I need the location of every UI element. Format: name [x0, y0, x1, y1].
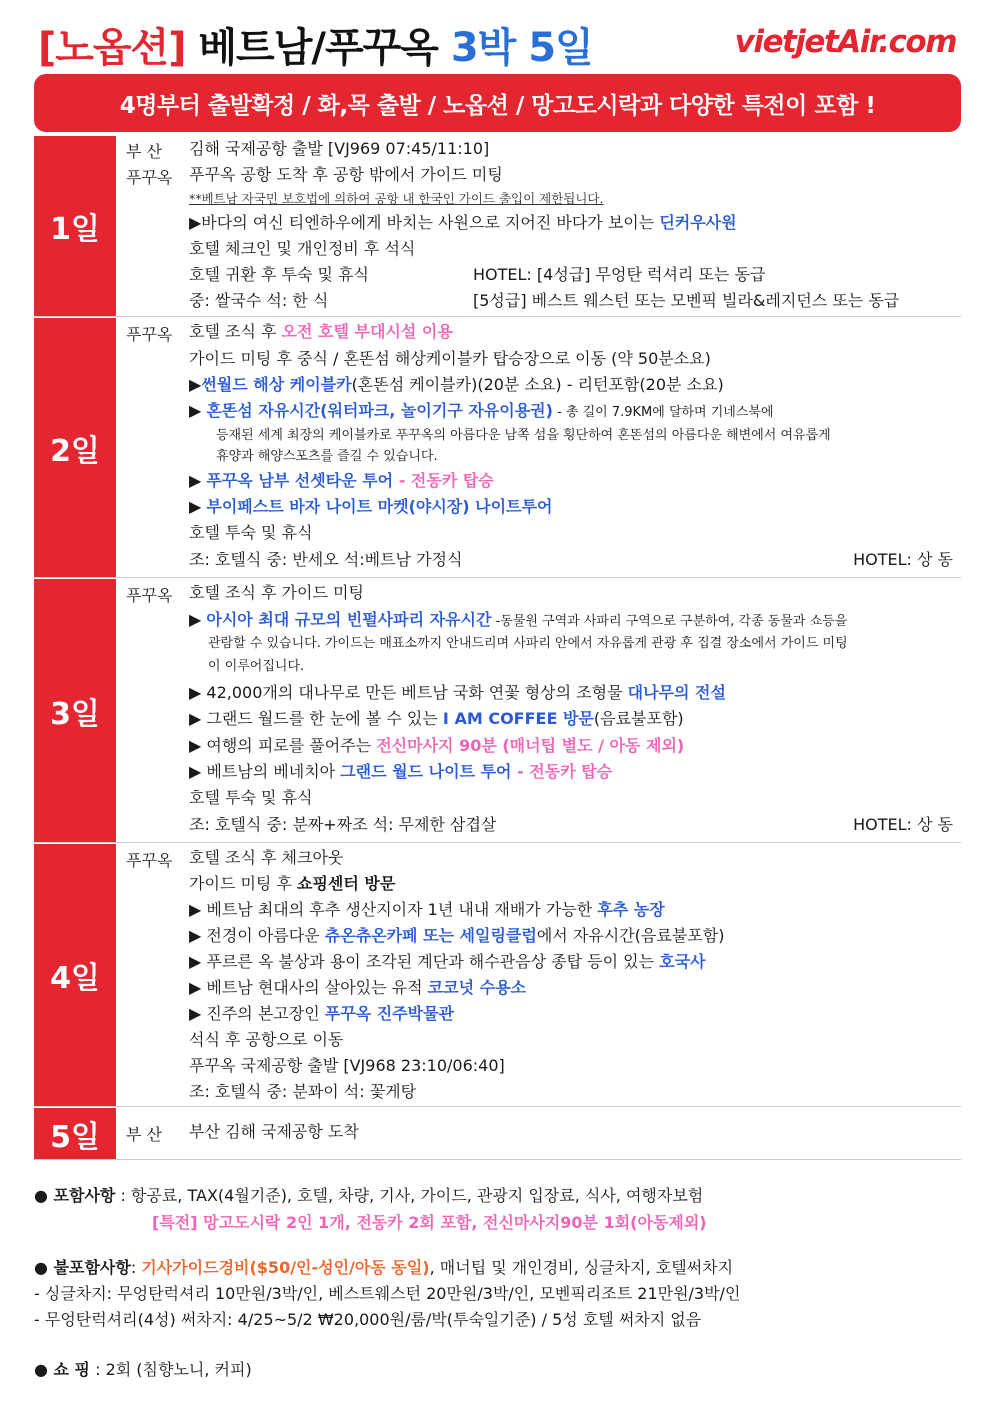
highlight-spot: 코코넛 수용소 [427, 978, 526, 997]
meals: 조: 호텔식 중: 반세오 석:베트남 가정식 [189, 550, 463, 569]
highlight-activity: - 전동카 탑승 [511, 762, 613, 781]
text: (음료불포함) [593, 709, 684, 728]
text: , 매너팁 및 개인경비, 싱글차지, 호텔써차지 [429, 1258, 734, 1277]
highlight-spot: 썬월드 해상 케이블카 [201, 375, 352, 394]
duration: 3박 5일 [450, 25, 593, 71]
highlight-spot: I AM COFFEE 방문 [442, 709, 594, 728]
itinerary-line: 푸꾸옥 국제공항 출발 [VJ968 23:10/06:40] [189, 1056, 505, 1075]
location: 푸꾸옥 [126, 586, 173, 605]
hotel-info: HOTEL: 상 동 [853, 815, 953, 834]
text: ▶ [189, 401, 207, 420]
inclusions [34, 1183, 703, 1206]
day-5-section [34, 1108, 961, 1160]
option-tag: [노옵션] [38, 25, 186, 71]
itinerary-line: 호텔 체크인 및 개인정비 후 석식 [189, 239, 416, 258]
page-title [38, 16, 593, 73]
itinerary-line [189, 213, 737, 233]
itinerary-line: 석식 후 공항으로 이동 [189, 1030, 344, 1049]
highlight-spot: 딘커우사원 [659, 213, 737, 232]
inclusions-title: ● 포함사항 [34, 1186, 116, 1205]
highlight-spot: 츄온츄온카페 또는 세일링클럽 [324, 926, 537, 945]
hotel-info: [5성급] 베스트 웨스턴 또는 모벤픽 빌라&레지던스 또는 동급 [473, 291, 900, 310]
text: ▶ 푸르른 옥 불상과 용이 조각된 계단과 해수관음상 종탑 등이 있는 [189, 952, 660, 971]
highlight-spot: 혼똔섬 자유시간(워터파크, 놀이기구 자유이용권) [206, 401, 553, 420]
itinerary-line: 김해 국제공항 출발 [VJ969 07:45/11:10] [189, 139, 490, 158]
itinerary-line: 호텔 투숙 및 휴식 [189, 788, 313, 807]
text: 가이드 미팅 후 [189, 874, 297, 893]
itinerary-line: 호텔 조식 후 체크아웃 [189, 848, 344, 867]
itinerary-line [189, 952, 705, 972]
highlight-spot: 호국사 [659, 952, 706, 971]
location: 부 산 [126, 142, 162, 161]
highlight-banner: 4명부터 출발확정 / 화,목 출발 / 노옵션 / 망고도시락과 다양한 특전이 포함 ! [34, 74, 961, 132]
hotel-info: HOTEL: [4성급] 무엉탄 럭셔리 또는 동급 [473, 265, 766, 284]
text: : [130, 1258, 142, 1277]
text: -동물원 구역과 사파리 구역으로 구분하여, 각종 동물과 쇼등을 [491, 614, 848, 629]
day-4-section [34, 844, 961, 1107]
itinerary-line [189, 709, 684, 729]
highlight-spot: 후추 농장 [597, 900, 665, 919]
itinerary-line: 가이드 미팅 후 중식 / 혼똔섬 해상케이블카 탑승장으로 이동 (약 50분소요) [189, 349, 711, 368]
text: ▶ 베트남의 베네치아 [189, 762, 341, 781]
shopping [34, 1357, 252, 1380]
location: 푸꾸옥 [126, 168, 173, 187]
description: 등재된 세계 최장의 케이블카로 푸꾸옥의 아름다운 남쪽 섬을 횡단하여 혼똔섬의 아름다운 해변에서 여유롭게 [216, 428, 831, 443]
day-2-label: 2일 [34, 318, 116, 577]
itinerary-line [189, 736, 684, 756]
itinerary-line: 부산 김해 국제공항 도착 [189, 1122, 359, 1141]
text: ▶ [189, 610, 207, 629]
highlight-spot: 부이페스트 바자 나이트 마켓(야시장) 나이트투어 [206, 497, 553, 516]
itinerary-line: 푸꾸옥 공항 도착 후 공항 밖에서 가이드 미팅 [189, 165, 503, 184]
text: (혼똔섬 케이블카)(20분 소요) - 리턴포함(20분 소요) [351, 375, 724, 394]
description: 관람할 수 있습니다. 가이드는 매표소까지 안내드리며 사파리 안에서 자유롭게 관광 후 집결 장소에서 가이드 미팅 [208, 636, 848, 651]
itinerary-line [189, 322, 453, 342]
meals: 조: 호텔식 중: 분꽈이 석: 꽃게탕 [189, 1082, 417, 1101]
text: ▶ [189, 497, 207, 516]
text: 에서 자유시간(음료불포함) [536, 926, 725, 945]
text: - 총 길이 7.9KM에 달하며 기네스북에 [552, 405, 774, 420]
itinerary-line [189, 683, 726, 703]
highlight-activity: - 전동카 탑승 [393, 471, 494, 490]
meals: 조: 호텔식 중: 분짜+짜조 석: 무제한 삼겹살 [189, 815, 497, 834]
hotel-info: HOTEL: 상 동 [853, 550, 953, 569]
text: ▶ [189, 375, 202, 394]
itinerary-line: 호텔 귀환 후 투숙 및 휴식 [189, 265, 369, 284]
day-2-section [34, 318, 961, 578]
itinerary-line [189, 610, 847, 632]
header [30, 14, 970, 72]
text: 호텔 조식 후 [189, 322, 282, 341]
highlight-spot: 대나무의 전설 [627, 683, 726, 702]
description: 휴양과 해양스포츠를 즐길 수 있습니다. [216, 449, 438, 464]
text: ▶ 진주의 본고장인 [189, 1004, 325, 1023]
single-charge: - 싱글차지: 무엉탄럭셔리 10만원/3박/인, 베스트웨스턴 20만원/3박/인, 모벤픽리조트 21만원/3박/인 [34, 1284, 741, 1303]
text: ▶ 그랜드 월드를 한 눈에 볼 수 있는 [189, 709, 443, 728]
day-5-label: 5일 [34, 1108, 116, 1159]
hotel-surcharge: - 무엉탄럭셔리(4성) 써차지: 4/25~5/2 ₩20,000원/룸/박(투숙일기준) / 5성 호텔 써차지 없음 [34, 1310, 702, 1329]
day-1-label: 1일 [34, 136, 116, 316]
highlight-spot: 푸꾸옥 남부 선셋타운 투어 [206, 471, 394, 490]
itinerary-line [189, 497, 552, 517]
guide-notice: **베트남 자국민 보호법에 의하여 공항 내 한국인 가이드 출입이 제한됩니다. [189, 191, 604, 206]
highlight-spot: 그랜드 월드 나이트 투어 [340, 762, 512, 781]
location: 푸꾸옥 [126, 851, 173, 870]
itinerary-line [189, 762, 612, 782]
text: ▶ 여행의 피로를 풀어주는 [189, 736, 377, 755]
text: ▶ 42,000개의 대나무로 만든 베트남 국화 연꽃 형상의 조형물 [189, 683, 628, 702]
itinerary-line [189, 978, 526, 998]
location: 푸꾸옥 [126, 325, 173, 344]
highlight-spot: 푸꾸옥 진주박물관 [324, 1004, 454, 1023]
itinerary-line [189, 1004, 454, 1024]
day-1-section [34, 136, 961, 317]
itinerary-line [189, 471, 494, 491]
highlight-activity: 전신마사지 90분 (매너팁 별도 / 아동 제외) [376, 736, 685, 755]
text: ▶ [189, 471, 207, 490]
text: ▶바다의 여신 티엔하우에게 바치는 사원으로 지어진 바다가 보이는 [189, 213, 660, 232]
exclusions [34, 1255, 733, 1278]
guide-fee: 기사가이드경비($50/인-성인/아동 동일) [141, 1258, 430, 1277]
special-benefits [152, 1210, 707, 1233]
location: 부 산 [126, 1125, 162, 1144]
shopping-text: : 2회 (침향노니, 커피) [90, 1360, 252, 1379]
text: ▶ 베트남 최대의 후추 생산지이자 1년 내내 재배가 가능한 [189, 900, 598, 919]
meals: 중: 쌀국수 석: 한 식 [189, 291, 329, 310]
day-3-label: 3일 [34, 579, 116, 842]
text: ▶ 베트남 현대사의 살아있는 유적 [189, 978, 428, 997]
description: 이 이루어집니다. [208, 659, 305, 674]
itinerary-line [189, 926, 724, 946]
vietjet-logo: vietjetAir.com [734, 24, 956, 60]
destination: 베트남/푸꾸옥 [198, 25, 438, 71]
itinerary-line [189, 900, 665, 920]
text: ▶ 전경이 아름다운 [189, 926, 325, 945]
itinerary-line [189, 375, 724, 395]
itinerary-line [189, 874, 395, 894]
inclusions-text: : 항공료, TAX(4월기준), 호텔, 차량, 기사, 가이드, 관광지 입장료, 식사, 여행자보험 [115, 1186, 704, 1205]
highlight-activity: 오전 호텔 부대시설 이용 [281, 322, 453, 341]
special-benefits-text: [특전] 망고도시락 2인 1개, 전동카 2회 포함, 전신마사지90분 1회(아동제외) [152, 1213, 707, 1232]
highlight-spot: 아시아 최대 규모의 빈펄사파리 자유시간 [206, 610, 492, 629]
day-3-section [34, 579, 961, 843]
itinerary-line: 호텔 조식 후 가이드 미팅 [189, 583, 364, 602]
itinerary-line: 호텔 투숙 및 휴식 [189, 523, 313, 542]
itinerary-line [189, 401, 774, 423]
exclusions-title: ● 불포함사항 [34, 1258, 131, 1277]
shopping-title: ● 쇼 핑 [34, 1360, 91, 1379]
day-4-label: 4일 [34, 844, 116, 1106]
shopping-visit: 쇼핑센터 방문 [297, 874, 396, 893]
